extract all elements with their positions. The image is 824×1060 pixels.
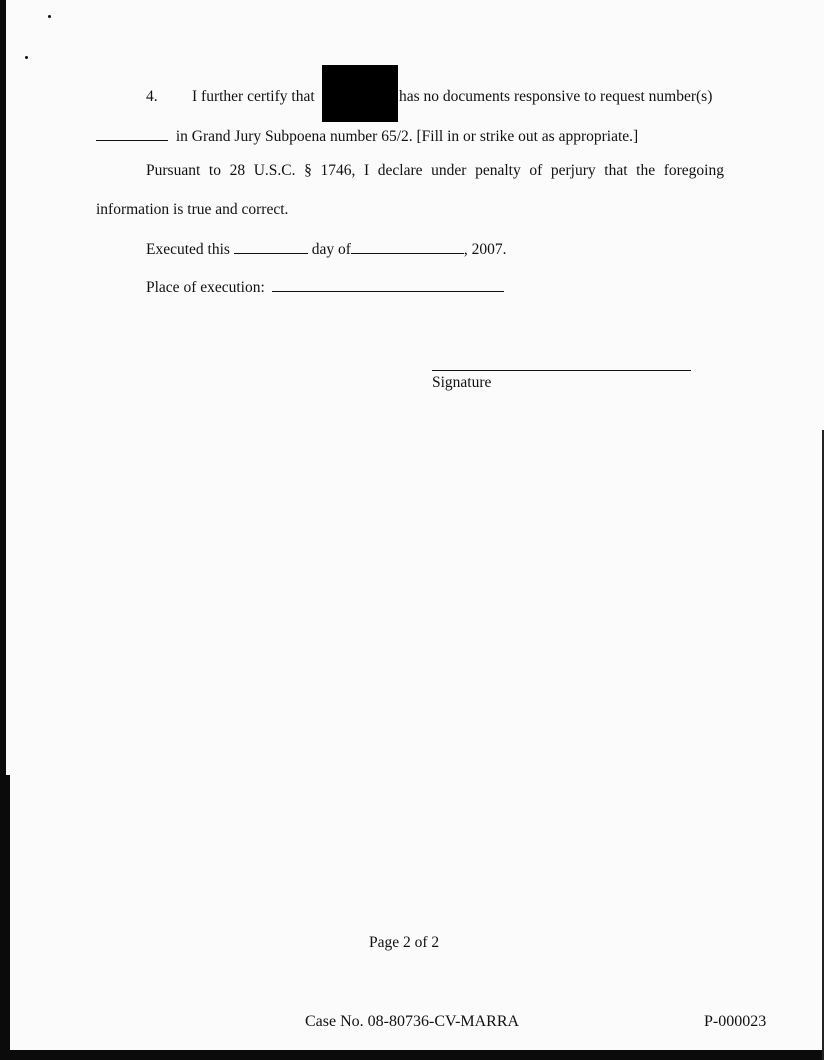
signature-label (432, 374, 491, 392)
paragraph-number (146, 88, 158, 106)
place-line (146, 277, 504, 297)
responsive-text: has no documents responsive to request number(s) (399, 88, 713, 105)
signature-line[interactable] (432, 370, 691, 371)
scan-speck (48, 15, 51, 18)
scan-edge-left-lower (0, 775, 10, 1060)
declaration-text-2: information is true and correct. (96, 201, 289, 218)
executed-line (146, 239, 506, 259)
scan-speck (25, 56, 28, 59)
day-blank[interactable] (234, 239, 308, 254)
month-blank[interactable] (351, 239, 464, 254)
paragraph4-text-after (399, 88, 712, 106)
paragraph-number-text: 4. (146, 88, 158, 105)
certify-text: I further certify that (192, 88, 315, 105)
place-label: Place of execution: (146, 279, 265, 296)
footer-bates (704, 1013, 766, 1031)
case-number-text: Case No. 08-80736-CV-MARRA (305, 1013, 520, 1030)
declaration-line2 (96, 201, 288, 219)
redaction-box (322, 65, 398, 122)
request-number-blank[interactable] (96, 126, 168, 141)
page-number (369, 934, 439, 952)
declaration-line1 (146, 162, 724, 180)
bates-number-text: P-000023 (704, 1013, 767, 1030)
signature-label-text: Signature (432, 374, 492, 391)
paragraph4-text-before (192, 88, 315, 106)
declaration-text-1: Pursuant to 28 U.S.C. § 1746, I declare under penalty of perjury that the foregoing (146, 162, 724, 179)
executed-suffix: , 2007. (463, 241, 507, 258)
footer-case-number (305, 1013, 519, 1031)
scan-edge-bottom (0, 1050, 824, 1060)
page-number-text: Page 2 of 2 (369, 934, 440, 951)
place-blank[interactable] (272, 277, 504, 292)
paragraph4-line2 (96, 126, 638, 146)
subpoena-text: in Grand Jury Subpoena number 65/2. [Fill in or strike out as appropriate.] (175, 128, 639, 145)
executed-prefix: Executed this (146, 241, 230, 258)
executed-middle: day of (311, 241, 351, 258)
